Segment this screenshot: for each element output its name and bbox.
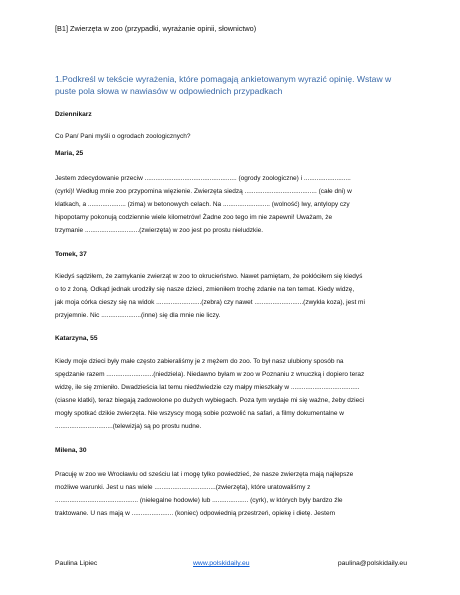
interviewer-label: Dziennikarz <box>55 111 92 118</box>
email-address[interactable]: paulina@polskidaily.eu <box>337 560 407 567</box>
answer-line: klatkach, a ..................... (zima) w betonowych celach. Na .......................... (wolność) lwy, antylopy czy <box>55 201 350 208</box>
speaker-name: Tomek, 37 <box>55 251 87 258</box>
answer-line: jak moja córka cieszy się na widok .........................(zebra) czy nawet ...........................(zwykła koza), jest mi <box>55 299 365 306</box>
speaker-name: Milena, 30 <box>55 447 87 454</box>
speaker-answer <box>55 468 407 520</box>
worksheet-header: [B1] Zwierzęta w zoo (przypadki, wyrażanie opinii, słownictwo) <box>55 24 257 33</box>
website-link[interactable]: www.polskidaily.eu <box>193 560 250 567</box>
answer-line: ................................(telewizja) są po prostu nudne. <box>55 423 202 430</box>
task-line: 1.Podkreśl w tekście wyrażenia, które pomagają ankietowanym wyrazić opinię. Wstaw w <box>55 74 392 84</box>
task-line: puste pola słowa w nawiasów w odpowiednich przypadkach <box>55 86 283 96</box>
answer-line: traktowane. U nas mają w ....................... (koniec) odpowiednią przestrzeń, opiekę i dietę. Jestem <box>55 510 335 517</box>
answer-line: (ciasne klatki), teraz biegają zadowolone po dużych wybiegach. Poza tym wydaje mi się ważne, żeby dzieci <box>55 397 364 404</box>
task-instruction <box>55 73 415 97</box>
answer-line: widzę, ile się zmieniło. Dwadzieścia lat temu niedźwiedzie czy małpy mieszkały w ...................................... <box>55 384 360 391</box>
answer-line: mogły spotkać dzikie zwierzęta. Nie wszyscy mogą sobie pozwolić na safari, a filmy dokumentalne w <box>55 410 345 417</box>
speaker-answer <box>55 355 407 433</box>
answer-line: .............................................. (nielegalne hodowle) lub .................... (cyrk), w których były bardzo źle <box>55 497 343 504</box>
answer-line: Pracuję w zoo we Wrocławiu od sześciu lat i mogę tylko powiedzieć, że nasze zwierzęta mają najlepsze <box>55 471 354 478</box>
speaker-name: Katarzyna, 55 <box>55 335 98 342</box>
answer-line: trzymanie ..............................(zwierzęta) w zoo jest po prostu nieludzkie. <box>55 227 264 234</box>
answer-line: Jestem zdecydowanie przeciw ................................................... (ogrody zoologiczne) i .......................... <box>55 175 351 182</box>
answer-line: Kiedyś sądziłem, że zamykanie zwierząt w zoo to okrucieństwo. Nawet pamiętam, że pokłóciłem się kiedyś <box>55 273 363 280</box>
answer-line: (cyrki)! Według mnie zoo przypomina więzienie. Zwierzęta siedzą ........................................ (całe dni) w <box>55 188 352 195</box>
answer-line: o to z żoną. Odkąd jednak urodziły się nasze dzieci, zmieniłem trochę zdanie na ten temat. Kiedy widzę, <box>55 286 355 293</box>
answer-line: spędzanie razem ..........................(niedziela). Niedawno byłam w zoo w Poznaniu z wnuczką i dopiero teraz <box>55 371 365 378</box>
speaker-name: Maria, 25 <box>55 150 84 157</box>
answer-line: przyjemnie. Nic ......................(inne) się dla mnie nie liczy. <box>55 312 221 319</box>
answer-line: hipopotamy pokonują codziennie wiele kilometrów! Żadne zoo tego im nie zapewni! Uważam, że <box>55 214 333 221</box>
answer-line: Kiedy moje dzieci były małe często zabieraliśmy je z mężem do zoo. To był nasz ulubiony sposób na <box>55 358 344 365</box>
speaker-answer <box>55 270 407 322</box>
answer-line: możliwe warunki. Jest u nas wiele ..................................(zwierzęta), które uratowaliśmy z <box>55 484 311 491</box>
speaker-answer <box>55 172 407 237</box>
interview-question: Co Pan/ Pani myśli o ogrodach zoologicznych? <box>55 133 191 140</box>
author-name: Paulina Lipiec <box>55 560 98 567</box>
